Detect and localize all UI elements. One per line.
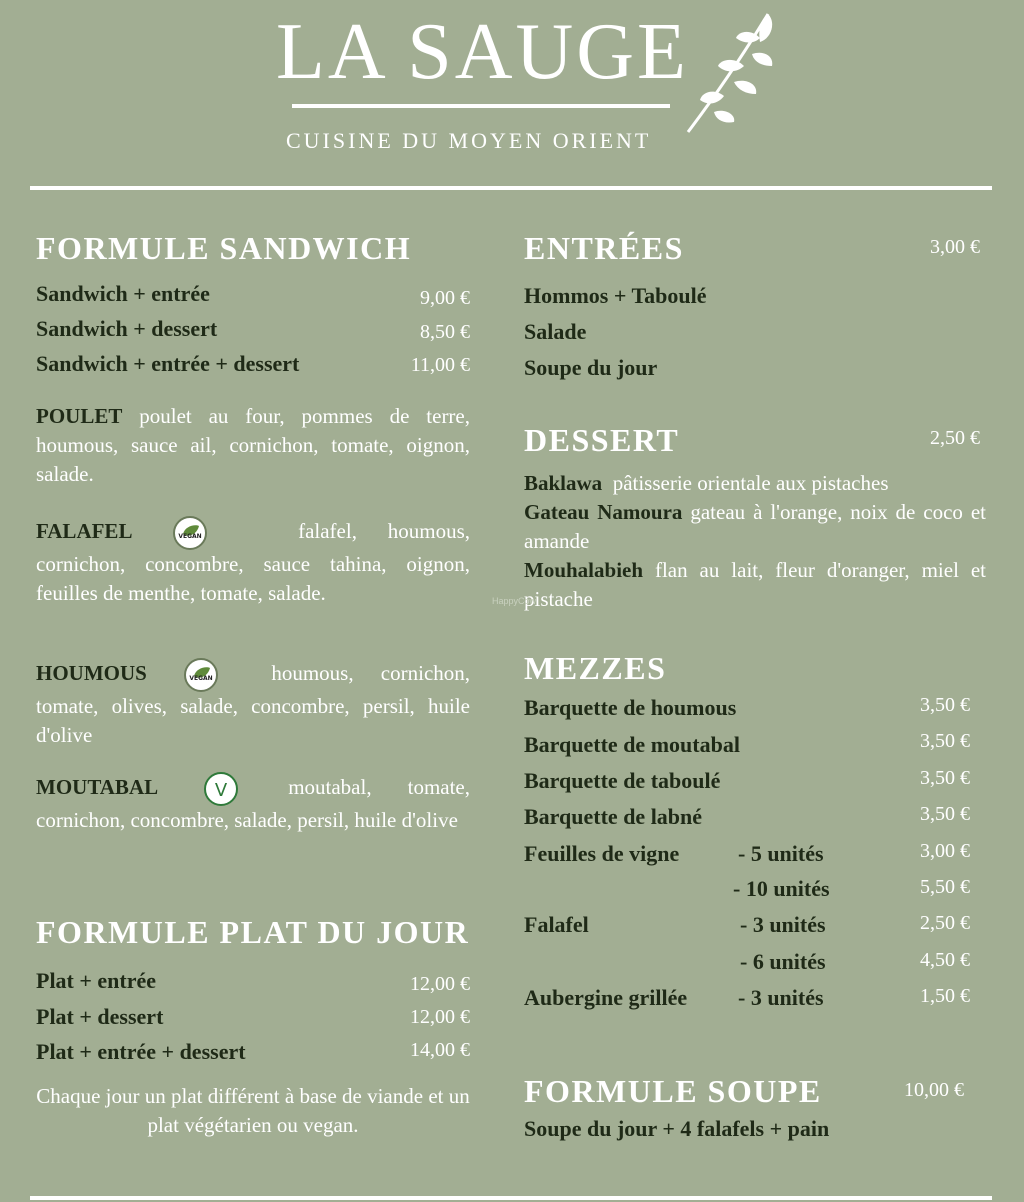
- sandwich-name: MOUTABAL: [36, 774, 159, 799]
- mezze-label: Barquette de houmous: [524, 695, 737, 720]
- dessert-name: Mouhalabieh: [524, 558, 644, 582]
- sandwich-name: HOUMOUS: [36, 660, 147, 685]
- vegan-badge-label: VEGAN: [178, 533, 202, 540]
- mezzes-title: MEZZES: [524, 650, 667, 686]
- sandwich-houmous: [36, 658, 470, 750]
- mezze-label: Barquette de labné: [524, 804, 703, 829]
- mezze-price: 5,50 €: [920, 876, 970, 898]
- mezze-price: 1,50 €: [920, 985, 970, 1007]
- formule-plat-title: FORMULE PLAT DU JOUR: [36, 914, 470, 950]
- menu-row-label: Plat + entrée + dessert: [36, 1039, 246, 1064]
- mezze-label: Barquette de taboulé: [524, 768, 721, 793]
- footer-divider: [30, 1196, 992, 1200]
- mezze-price: 4,50 €: [920, 949, 970, 971]
- header-divider: [30, 186, 992, 190]
- menu-row-price: 12,00 €: [410, 973, 470, 995]
- mezze-label: Barquette de moutabal: [524, 732, 740, 757]
- brand-underline: [292, 104, 670, 108]
- entree-item: Hommos + Taboulé: [524, 283, 707, 308]
- vegetarian-badge-icon: [204, 772, 238, 806]
- mezze-price: 3,50 €: [920, 767, 970, 789]
- entree-item: Salade: [524, 319, 587, 344]
- mezze-label: Aubergine grillée: [524, 985, 688, 1010]
- dessert-description: flan au lait, fleur d'oranger, miel et pistache: [524, 558, 986, 611]
- restaurant-name: LA SAUGE: [276, 8, 689, 96]
- formule-soupe-price: 10,00 €: [904, 1079, 964, 1101]
- dessert-description: pâtisserie orientale aux pistaches: [612, 471, 889, 495]
- vegan-badge-label: VEGAN: [189, 675, 213, 682]
- menu-row-label: Plat + dessert: [36, 1004, 164, 1029]
- vegan-badge-icon: [173, 516, 207, 550]
- dessert-list: [524, 469, 986, 614]
- entrees-title: ENTRÉES: [524, 230, 684, 266]
- mezze-price: 3,50 €: [920, 730, 970, 752]
- mezze-quantity: - 3 unités: [740, 912, 826, 937]
- mezze-label: Feuilles de vigne: [524, 841, 680, 866]
- menu-row-price: 11,00 €: [410, 354, 470, 376]
- sage-leaf-icon: [680, 8, 780, 136]
- formule-sandwich-title: FORMULE SANDWICH: [36, 230, 412, 266]
- entrees-price: 3,00 €: [930, 236, 980, 258]
- mezze-quantity: - 10 unités: [733, 876, 830, 901]
- menu-row-price: 14,00 €: [410, 1039, 470, 1061]
- formule-soupe-desc: Soupe du jour + 4 falafels + pain: [524, 1116, 830, 1141]
- plat-du-jour-note: Chaque jour un plat différent à base de viande et un plat végétarien ou vegan.: [36, 1084, 470, 1137]
- mezze-price: 3,50 €: [920, 694, 970, 716]
- sandwich-description: poulet au four, pommes de terre, houmous, sauce ail, cornichon, tomate, oignon, salade.: [36, 404, 470, 486]
- sandwich-description: moutabal, tomate, cornichon, concombre, salade, persil, huile d'olive: [36, 774, 471, 832]
- sandwich-name: POULET: [36, 404, 123, 428]
- menu-row-label: Plat + entrée: [36, 968, 157, 993]
- dessert-name: Gateau Namoura: [524, 500, 683, 524]
- sandwich-moutabal: [36, 772, 470, 835]
- mezze-label: Falafel: [524, 912, 589, 937]
- restaurant-tagline: CUISINE DU MOYEN ORIENT: [286, 128, 652, 153]
- sandwich-falafel: [36, 516, 470, 608]
- dessert-name: Baklawa: [524, 471, 603, 495]
- dessert-item: [524, 556, 986, 614]
- mezze-quantity: - 5 unités: [738, 841, 824, 866]
- menu-row-label: Sandwich + dessert: [36, 316, 218, 341]
- mezze-price: 2,50 €: [920, 912, 970, 934]
- menu-row-price: 12,00 €: [410, 1006, 470, 1028]
- sandwich-description: falafel, houmous, cornichon, concombre, sauce tahina, oignon, feuilles de menthe, tomate, salade.: [36, 518, 471, 605]
- dessert-description: gateau à l'orange, noix de coco et amande: [524, 500, 986, 553]
- dessert-item: [524, 469, 986, 498]
- menu-row-price: 8,50 €: [420, 321, 470, 343]
- vegan-badge-icon: [184, 658, 218, 692]
- vegetarian-badge-label: V: [214, 780, 228, 801]
- mezze-price: 3,00 €: [920, 840, 970, 862]
- mezze-quantity: - 6 unités: [740, 949, 826, 974]
- dessert-title: DESSERT: [524, 422, 680, 458]
- menu-row-label: Sandwich + entrée + dessert: [36, 351, 300, 376]
- entree-item: Soupe du jour: [524, 355, 658, 380]
- sandwich-description: houmous, cornichon, tomate, olives, salade, concombre, persil, huile d'olive: [36, 660, 471, 747]
- formule-soupe-title: FORMULE SOUPE: [524, 1073, 822, 1109]
- dessert-price: 2,50 €: [930, 427, 980, 449]
- watermark: HappyCow: [492, 596, 537, 606]
- dessert-item: [524, 498, 986, 556]
- sandwich-poulet: [36, 402, 470, 489]
- menu-row-price: 9,00 €: [420, 287, 470, 309]
- mezze-price: 3,50 €: [920, 803, 970, 825]
- sandwich-name: FALAFEL: [36, 518, 133, 543]
- menu-row-label: Sandwich + entrée: [36, 281, 210, 306]
- mezze-quantity: - 3 unités: [738, 985, 824, 1010]
